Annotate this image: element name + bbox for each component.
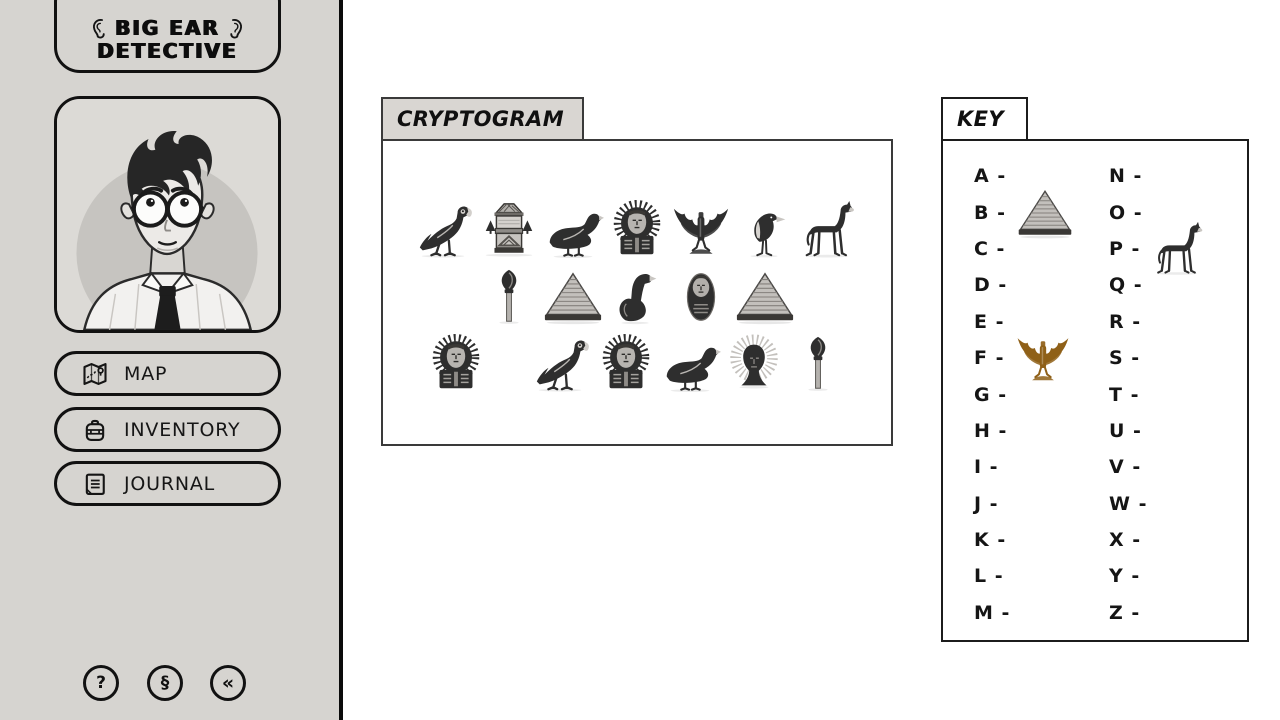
key-letter: L - (974, 565, 1004, 588)
key-glyph-slot (1147, 267, 1217, 303)
staff-glyph (787, 333, 849, 395)
help-button-label: ? (96, 672, 106, 693)
key-entry-U (1109, 413, 1221, 449)
key-letter: N - (1109, 165, 1143, 188)
key-entry-X (1109, 522, 1221, 558)
collapse-sidebar-button[interactable] (210, 665, 246, 701)
key-letter: O - (1109, 201, 1143, 224)
map-button[interactable] (54, 351, 281, 396)
ear-right-icon (227, 17, 244, 40)
detective-portrait (54, 96, 281, 333)
key-columns (974, 158, 1221, 631)
key-glyph-slot (1011, 413, 1081, 449)
pharaoh-glyph (595, 333, 657, 395)
wings-glyph (670, 199, 732, 261)
key-glyph-slot (1011, 267, 1081, 303)
goose-glyph (606, 266, 668, 328)
sunhead-glyph (723, 333, 785, 395)
key-glyph-slot (1003, 486, 1073, 522)
key-letter: M - (974, 601, 1011, 624)
key-glyph-slot (1144, 340, 1214, 376)
key-column-right (1109, 158, 1221, 631)
map-button-label: MAP (124, 362, 168, 385)
pyramid-glyph (734, 266, 796, 328)
crow-glyph (734, 199, 796, 261)
vulture-glyph (414, 199, 476, 261)
inventory-button-label: INVENTORY (124, 418, 241, 441)
shrine-glyph (478, 199, 540, 261)
cryptogram-rows (383, 141, 891, 444)
options-button[interactable] (147, 665, 183, 701)
key-entry-M (974, 595, 1109, 631)
backpack-icon (81, 416, 109, 444)
key-entry-G (974, 376, 1109, 412)
key-entry-H (974, 413, 1109, 449)
vulture-glyph (531, 333, 593, 395)
logo-title-bottom: DETECTIVE (97, 39, 238, 63)
key-letter: W - (1109, 492, 1148, 515)
inventory-button[interactable] (54, 407, 281, 452)
cryptogram-row-3 (425, 331, 849, 395)
sidebar (0, 0, 343, 720)
key-glyph-slot (1151, 486, 1221, 522)
pharaoh-glyph (425, 333, 487, 395)
journal-button[interactable] (54, 461, 281, 506)
key-glyph-slot (1144, 558, 1214, 594)
key-letter: S - (1109, 347, 1141, 370)
key-letter: H - (974, 419, 1008, 442)
key-letter: E - (974, 310, 1005, 333)
key-entry-Z (1109, 595, 1221, 631)
key-letter: G - (974, 383, 1008, 406)
key-entry-J (974, 486, 1109, 522)
journal-button-label: JOURNAL (124, 472, 216, 495)
cryptogram-tab-label: CRYPTOGRAM (397, 107, 564, 131)
key-entry-S (1109, 340, 1221, 376)
key-entry-P (1109, 231, 1221, 267)
key-tab (941, 97, 1028, 141)
key-entry-Q (1109, 267, 1221, 303)
key-glyph-slot (1014, 595, 1084, 631)
pyramid-glyph (542, 266, 604, 328)
ear-left-icon (91, 17, 108, 40)
key-glyph-slot (1143, 377, 1213, 413)
key-letter: C - (974, 237, 1006, 260)
key-letter: B - (974, 201, 1006, 224)
collapse-button-label: « (221, 671, 235, 694)
duck-glyph (542, 199, 604, 261)
key-entry-C (974, 231, 1109, 267)
key-glyph-slot (1010, 195, 1080, 231)
key-panel (941, 139, 1249, 642)
key-glyph-slot (1145, 449, 1215, 485)
key-entry-W (1109, 486, 1221, 522)
key-glyph-slot (1146, 413, 1216, 449)
mask-glyph (670, 266, 732, 328)
key-letter: K - (974, 529, 1007, 552)
duck-glyph (659, 333, 721, 395)
key-letter: F - (974, 347, 1005, 370)
staff-glyph (478, 266, 540, 328)
key-entry-V (1109, 449, 1221, 485)
logo-line-1 (91, 17, 244, 40)
help-button[interactable] (83, 665, 119, 701)
key-glyph-slot (1008, 558, 1078, 594)
key-entry-N (1109, 158, 1221, 194)
key-letter: A - (974, 165, 1007, 188)
key-glyph-slot (1144, 595, 1214, 631)
key-letter: D - (974, 274, 1008, 297)
key-entry-D (974, 267, 1109, 303)
key-glyph-slot (1010, 522, 1080, 558)
map-icon (81, 360, 109, 388)
key-glyph-slot (1146, 158, 1216, 194)
key-letter: T - (1109, 383, 1140, 406)
key-entry-T (1109, 376, 1221, 412)
key-entry-R (1109, 304, 1221, 340)
key-column-left (974, 158, 1109, 631)
key-entry-Y (1109, 558, 1221, 594)
key-letter: Q - (1109, 274, 1143, 297)
key-letter: J - (974, 492, 999, 515)
key-letter: V - (1109, 456, 1142, 479)
key-letter: P - (1109, 237, 1141, 260)
key-glyph-slot (1145, 522, 1215, 558)
key-glyph-slot (1009, 231, 1079, 267)
cryptogram-panel (381, 139, 893, 446)
key-entry-K (974, 522, 1109, 558)
key-entry-F (974, 340, 1109, 376)
key-letter: Y - (1109, 565, 1141, 588)
cryptogram-row-2 (478, 264, 796, 328)
key-letter: X - (1109, 529, 1142, 552)
key-letter: Z - (1109, 601, 1141, 624)
portrait-illustration (57, 99, 278, 330)
key-entry-L (974, 558, 1109, 594)
journal-icon (81, 470, 109, 498)
cryptogram-row-1 (414, 197, 860, 261)
key-tab-label: KEY (957, 107, 1005, 131)
pharaoh-glyph (606, 199, 668, 261)
logo-title-top: BIG EAR (115, 16, 220, 40)
key-glyph-slot (1144, 231, 1214, 267)
options-button-label: § (160, 672, 170, 693)
key-entry-B (974, 194, 1109, 230)
key-letter: U - (1109, 419, 1142, 442)
quadruped-glyph (798, 199, 860, 261)
cryptogram-tab (381, 97, 584, 141)
key-glyph-slot (1008, 340, 1078, 376)
key-glyph-slot (1003, 449, 1073, 485)
key-glyph-slot (1011, 377, 1081, 413)
key-glyph-slot (1145, 304, 1215, 340)
key-entry-I (974, 449, 1109, 485)
key-letter: R - (1109, 310, 1142, 333)
key-letter: I - (974, 456, 999, 479)
app-logo (54, 0, 281, 73)
